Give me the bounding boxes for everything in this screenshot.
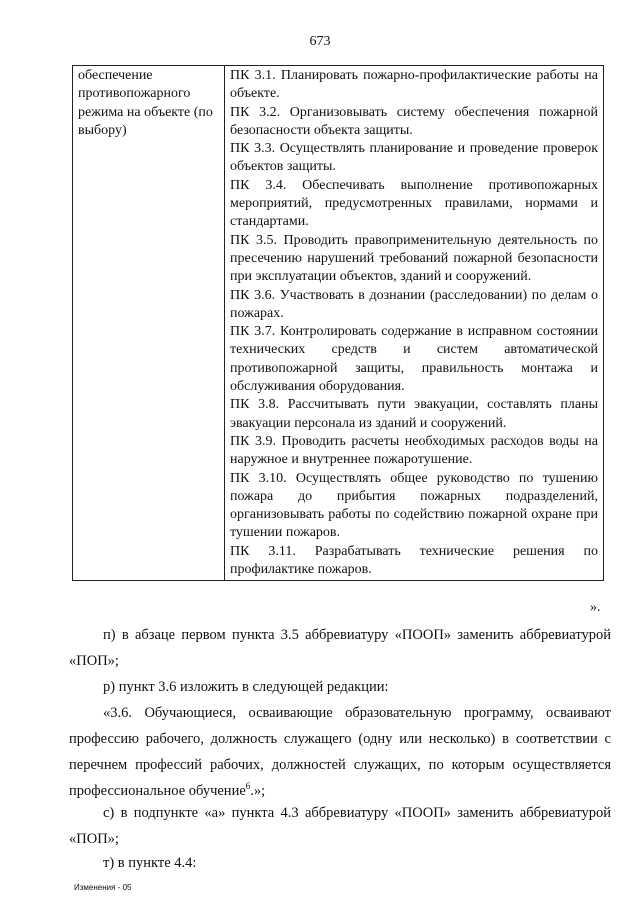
competency-item: ПК 3.11. Разрабатывать технические решения по профилактике пожаров. (230, 543, 598, 578)
competencies-cell (225, 66, 604, 581)
paragraph-quote (69, 700, 611, 804)
table-row (73, 66, 604, 581)
competency-item: ПК 3.10. Осуществлять общее руководство по тушению пожара до прибытия пожарных подразделений, организовывать работы по содействию пожарной охране при тушении пожаров. (230, 470, 598, 541)
competency-table (72, 65, 604, 581)
competency-item: ПК 3.3. Осуществлять планирование и проведение проверок объектов защиты. (230, 141, 598, 175)
competency-item: ПК 3.4. Обеспечивать выполнение противопожарных мероприятий, предусмотренных правилами, нормами и стандартами. (230, 177, 598, 230)
paragraph-s: с) в подпункте «а» пункта 4.3 аббревиатуру «ПООП» заменить аббревиатурой «ПОП»; (69, 805, 611, 847)
competency-item: ПК 3.9. Проводить расчеты необходимых расходов воды на наружное и внутреннее пожаротушение. (230, 433, 598, 468)
quote-text: «3.6. Обучающиеся, осваивающие образовательную программу, осваивают профессию рабочего, должность служащего (одну или несколько) в соответствии с перечнем профессий рабочих, должностей служащих, по которым осуществляется профессиональное обучение (69, 705, 611, 799)
competency-item: ПК 3.8. Рассчитывать пути эвакуации, составлять планы эвакуации персонала из зданий и сооружений. (230, 397, 598, 431)
competency-item: ПК 3.1. Планировать пожарно-профилактические работы на объекте. (230, 68, 598, 102)
activity-cell: обеспечение противопожарного режима на объекте (по выбору) (73, 66, 225, 581)
paragraph-r: р) пункт 3.6 изложить в следующей редакции: (103, 679, 389, 695)
closing-quote-mark: ». (590, 600, 601, 615)
competency-item: ПК 3.2. Организовывать систему обеспечения пожарной безопасности объекта защиты. (230, 104, 598, 138)
footnote-marker: 6 (245, 781, 251, 792)
page-number: 673 (309, 34, 331, 49)
paragraph-p: п) в абзаце первом пункта 3.5 аббревиатуру «ПООП» заменить аббревиатурой «ПОП»; (69, 627, 611, 669)
footer-note: Изменения - 05 (74, 883, 132, 892)
quote-end: .»; (250, 783, 266, 799)
paragraph-t: т) в пункте 4.4: (103, 855, 197, 871)
competency-item: ПК 3.5. Проводить правоприменительную деятельность по пресечению нарушений требований пожарной безопасности при эксплуатации объектов, зданий и сооружений. (230, 232, 598, 285)
competency-item: ПК 3.7. Контролировать содержание в исправном состоянии технических средств и систем автоматической противопожарной защиты, правильность монтажа и обслуживания оборудования. (230, 324, 598, 395)
competency-item: ПК 3.6. Участвовать в дознании (расследовании) по делам о пожарах. (230, 287, 598, 321)
